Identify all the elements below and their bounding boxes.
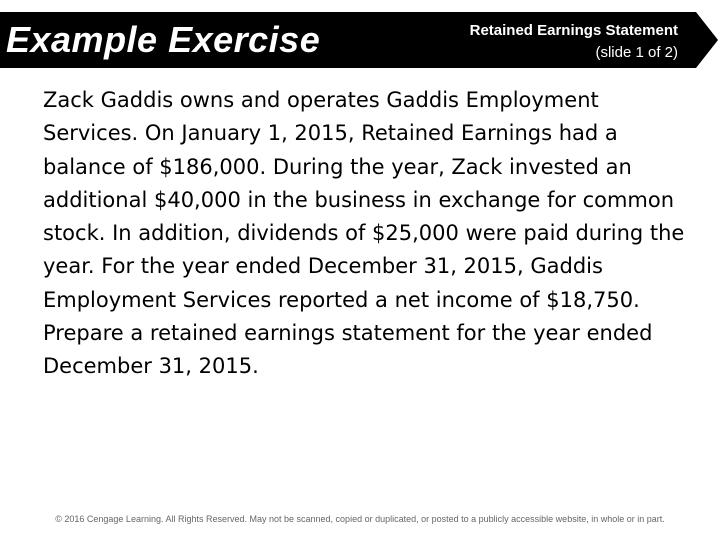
subtitle-topic: Retained Earnings Statement	[469, 22, 678, 39]
copyright-footer: © 2016 Cengage Learning. All Rights Reserved. May not be scanned, copied or duplicated, or posted to a publicly accessible website, in whole or in part.	[55, 514, 665, 524]
slide-title: Example Exercise	[6, 19, 321, 60]
slide-subtitle	[420, 20, 678, 64]
subtitle-slide-number: (slide 1 of 2)	[595, 44, 678, 61]
header-bar	[0, 12, 718, 68]
exercise-body-text: Zack Gaddis owns and operates Gaddis Employment Services. On January 1, 2015, Retained Earnings had a balance of $186,000. During the year, Zack invested an additional $40,000 in the business in exchange for common stock. In addition, dividends of $25,000 were paid during the year. For the year ended December 31, 2015, Gaddis Employment Services reported a net income of $18,750. Prepare a retained earnings statement for the year ended December 31, 2015.	[43, 88, 685, 379]
